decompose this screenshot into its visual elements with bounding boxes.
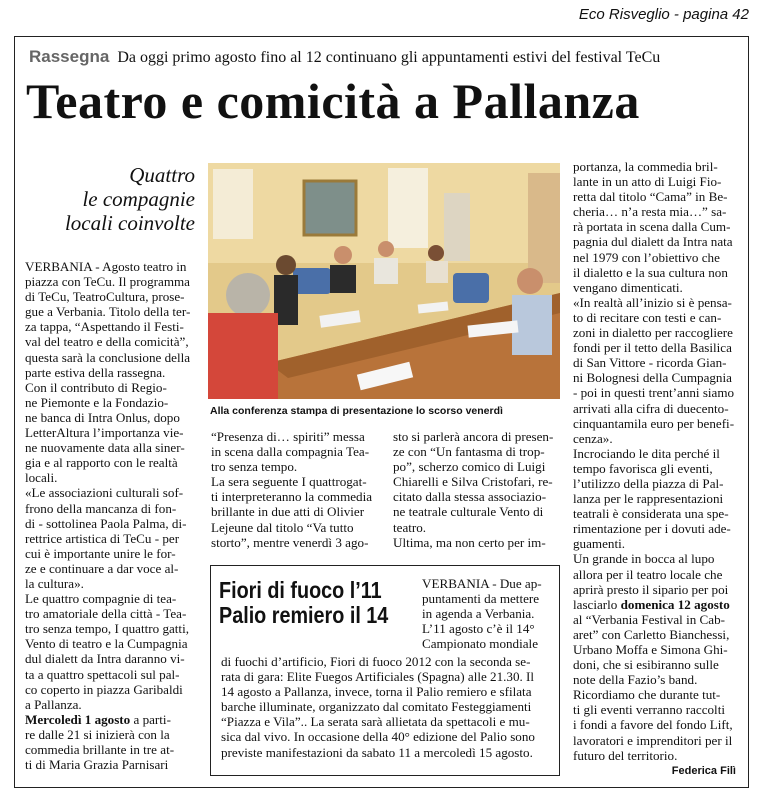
column-3 [393,429,561,550]
text-line: co coperto in piazza Garibaldi [25,681,183,697]
text-line: cenza». [573,430,613,446]
text-line: note della Fazio’s band. [573,672,698,688]
text-run: lasciarlo [573,596,618,612]
text-line: aprirà presto il sipario per poi [573,581,729,597]
text-line: ne nuovamente data alla siner- [25,440,185,456]
text-line: La sera seguente I quattrogat- [211,474,367,490]
text-line: commedia brillante in tre at- [25,742,175,757]
text-line: po”, scherzo comico di Luigi [393,459,546,475]
text-line: cheria… n’a resta mia…” sa- [573,204,727,220]
text-line: sto si parlerà ancora di presen- [393,429,554,444]
text-line: val del teatro e della comicità”, [25,334,189,350]
text-line: VERBANIA - Due ap- [422,576,542,591]
text-line: Chiarelli e Silva Cristofari, re- [393,474,553,490]
column-1 [25,259,197,772]
text-line: cui è importante unire le for- [25,545,176,561]
deck-line: locali coinvolte [64,211,195,235]
text-line: lante in un atto di Luigi Fio- [573,174,722,190]
text-line: ta a quattro spettacoli sul pal- [25,666,180,682]
photo-caption: Alla conferenza stampa di presentazione lo scorso venerdì [210,405,503,417]
text-line: ne Piemonte e la Fondazio- [25,394,169,410]
text-line: pagnia dul dialett da Intra nata [573,234,733,250]
text-line: cinquantamila euro per benefi- [573,415,735,431]
text-line [25,712,197,727]
text-line: teatrali è considerata una spe- [573,506,729,522]
text-line: rà portata in scena dalla Cum- [573,219,731,235]
text-line: ti interpreteranno la commedia [211,489,373,505]
text-line: vengano dimenticati. [573,279,683,295]
text-line: tro senza tempo, I quattro gatti, [25,621,189,637]
text-line: questa sarà la conclusione della [25,349,191,365]
text-line: VERBANIA - Agosto teatro in [25,259,187,274]
text-line: rimentazione per i dovuti ade- [573,521,731,537]
emphasis-date: domenica 12 agosto [620,596,730,612]
box-text-top [422,576,552,651]
text-line: tro amatoriale della città - Tea- [25,606,187,622]
text-line: ze con “Un fantasma di trop- [393,444,545,460]
text-line: LetterAltura l’importanza vie- [25,425,184,441]
article-frame [14,36,749,788]
text-line: in scena dalla compagnia Tea- [211,444,370,460]
text-line: zoni in dialetto per raccogliere [573,325,733,341]
text-line: re dalle 21 si inizierà con la [25,726,170,742]
text-line: Campionato mondiale [422,636,539,652]
text-line [573,597,743,612]
text-line: nel 1979 con l’obiettivo che [573,249,720,265]
text-line: ti gli eventi verranno raccolti [573,702,725,718]
text-line: za tappa, “Aspettando il Festi- [25,319,184,335]
text-line: locali. [25,470,58,486]
text-line: - poi in questi trent’anni siamo [573,385,735,401]
deck [35,163,195,235]
text-line: ni Bolognesi della Cumpagnia [573,370,732,386]
text-line: dul dialett da Intra daranno vi- [25,651,185,667]
text-line: rettrice artistica di TeCu - per [25,530,180,546]
deck-line: le compagnie [82,187,195,211]
text-line: i fondi a favore del fondo Lift, [573,717,733,733]
kicker [29,47,660,67]
text-line: gia e al rapporto con le realtà [25,455,178,471]
text-line: al “Verbania Festival in Cab- [573,611,725,627]
text-line: piazza con TeCu. Il programma [25,274,190,290]
text-line: teatro. [393,519,427,535]
text-line: “Piazza e Vila”.. La serata sarà allietata da spettacoli e mu- [221,714,530,730]
text-line: «Le associazioni culturali sof- [25,485,184,501]
column-2 [211,429,383,550]
byline: Federica Filì [671,765,736,777]
text-line: futuro del territorio. [573,747,678,763]
text-line: aret” con Carletto Bianchessi, [573,626,730,642]
text-line: rata di gara: Elite Fuegos Artificiales (Spagna) alle 21.30. Il [221,669,535,685]
text-line: “Presenza di… spiriti” messa [211,429,365,444]
text-line: di TeCu, TeatroCultura, prose- [25,289,185,305]
text-line: retta dal titolo “Cama” in Be- [573,189,728,205]
text-line: Le quattro compagnie di tea- [25,591,177,607]
text-line: Lejeune dal titolo “Va tutto [211,519,354,535]
text-line: in agenda a Verbania. [422,606,535,622]
text-line: Ricordiamo che durante tut- [573,687,721,703]
text-line: 14 agosto a Pallanza, invece, torna il Palio remiero e sfilata [221,684,532,700]
text-run: a parti- [130,711,171,727]
source-label: Eco Risveglio - pagina 42 [578,6,749,23]
text-line: puntamenti da mettere [422,591,540,607]
kicker-text: Da oggi primo agosto fino al 12 continuano gli appuntamenti estivi del festival TeCu [117,49,661,66]
text-line: la cultura». [25,575,84,591]
box-headline-line: Fiori di fuoco l’11 [219,577,382,603]
text-line: brillante in due atti di Olivier [211,504,365,520]
text-line: tempo favorisca gli eventi, [573,460,713,476]
emphasis-date: Mercoledì 1 agosto [25,711,131,727]
box-text-bottom [221,654,551,760]
text-line: Con il contributo di Regio- [25,379,167,395]
text-line: arrivati alla cifra di duecento- [573,400,729,416]
text-line: fondi per il tetto della Basilica [573,340,732,356]
text-line: L’11 agosto c’è il 14° [422,621,535,637]
text-line: tro senza tempo. [211,459,298,475]
text-line: di fuochi d’artificio, Fiori di fuoco 2012 con la seconda se- [221,654,531,669]
text-line: previste manifestazioni da sabato 11 a mercoledì 15 agosto. [221,744,533,760]
text-line: portanza, la commedia bril- [573,159,718,174]
text-line: barche illuminate, organizzato dal comitato Festeggiamenti [221,699,532,715]
column-4 [573,159,743,763]
text-line: gue a Verbania. Titolo della ter- [25,304,191,320]
text-line: di San Vittore - ricorda Gian- [573,355,727,371]
text-line: il dialetto e la sua cultura non [573,264,728,280]
text-line: l’utilizzo della piazza di Pal- [573,475,724,491]
text-line: Vento di teatro e la Cumpagnia [25,636,188,652]
text-line: ti di Maria Grazia Parnisari [25,757,169,773]
text-line: ne banca di Intra Onlus, dopo [25,409,180,425]
text-line: Ultima, ma non certo per im- [393,534,546,550]
deck-line: Quattro [129,163,195,187]
text-line: parte estiva della rassegna. [25,364,166,380]
text-line: allora per il teatro locale che [573,566,723,582]
text-line: sica dal vivo. In occasione della 40° edizione del Palio sono [221,729,535,745]
text-line: lanza per le rappresentazioni [573,491,724,507]
text-line: ne teatrale culturale Vento di [393,504,544,520]
text-line: Urbano Moffa e Simona Ghi- [573,642,728,657]
sidebar-box [210,565,560,776]
box-headline-line: Palio remiero il 14 [219,602,389,628]
text-line: citato dalla stessa associazio- [393,489,547,505]
text-line: «In realtà all’inizio si è pensa- [573,294,732,310]
text-line: Un grande in bocca al lupo [573,551,715,567]
text-line: storto”, mentre venerdì 3 ago- [211,534,369,550]
text-line: to di recitare con testi e can- [573,309,722,325]
headline: Teatro e comicità a Pallanza [26,73,640,129]
press-conference-photo [208,163,560,399]
text-line: di - sottolinea Paola Palma, di- [25,515,187,531]
kicker-label: Rassegna [29,47,110,66]
text-line: Incrociando le dita perché il [573,445,720,461]
photo-illustration [208,163,560,399]
text-line: lavoratori e imprenditori per il [573,732,733,748]
text-line: guamenti. [573,536,625,552]
text-line: doni, che si esibiranno sulle [573,657,719,673]
box-headline [219,578,388,628]
text-line: ze e continuare a dar voce al- [25,560,179,576]
text-line: frono della mancanza di fon- [25,500,177,516]
text-line: a Pallanza. [25,696,82,712]
